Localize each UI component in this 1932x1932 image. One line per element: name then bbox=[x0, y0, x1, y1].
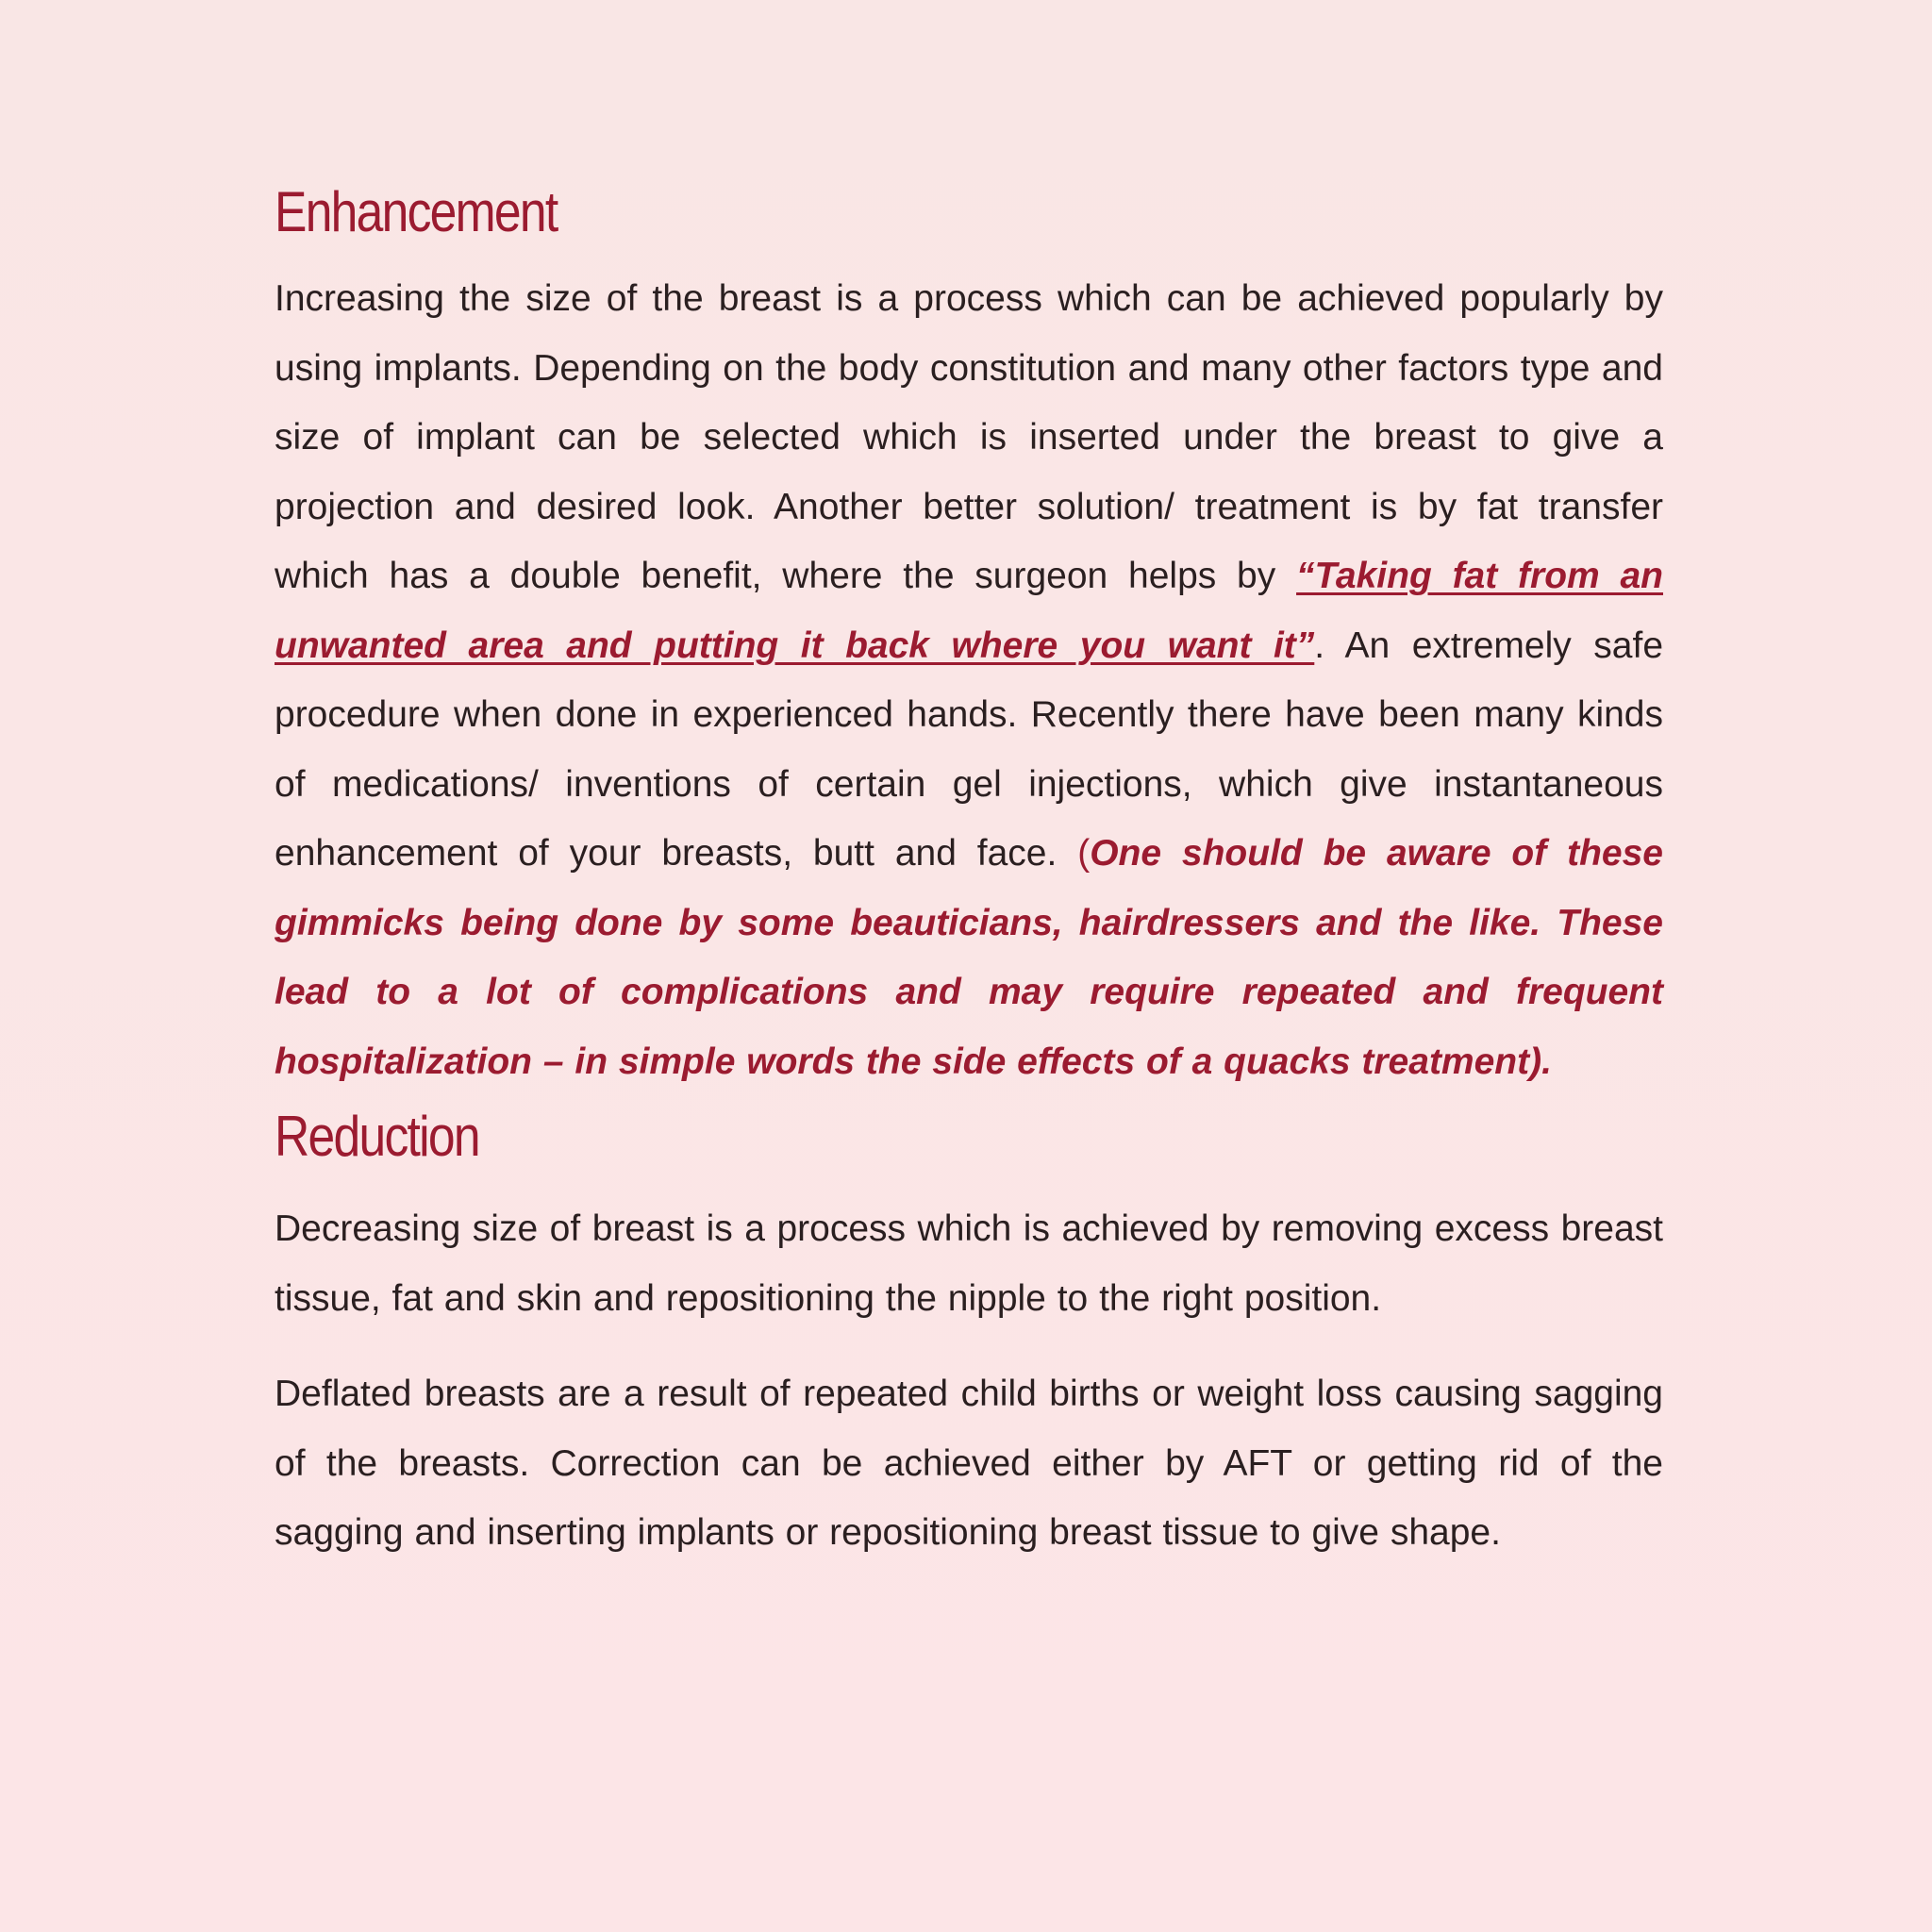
enhancement-heading: Enhancement bbox=[275, 180, 558, 243]
reduction-paragraph-2: Deflated breasts are a result of repeated child births or weight loss causing sagging of the breasts. Correction can be achieved either by AFT or getting rid of the sagging and inserting implants or repositioning breast tissue to give shape. bbox=[275, 1374, 1663, 1553]
reduction-heading: Reduction bbox=[275, 1105, 479, 1168]
enhancement-text-part2: . An extremely safe procedure when done in experienced hands. Recently there have been many kinds of medications/ inventions of certain gel injections, which give instantaneous enhancement of your breasts, butt and face. bbox=[275, 625, 1664, 874]
fat-transfer-quote: “Taking fat from an unwanted area and putting it back where you want it” bbox=[275, 556, 1663, 666]
enhancement-text-part1: Increasing the size of the breast is a process which can be achieved popularly by using implants. Depending on the body constitution and many other factors type and size of implant can be selected which is inserted under the breast to give a projection and desired look. Another better solution/ treatment is by fat transfer which has a double benefit, where the surgeon helps by bbox=[275, 278, 1663, 596]
content-column bbox=[275, 175, 1663, 1568]
warning-open-paren: ( bbox=[1077, 833, 1091, 874]
enhancement-paragraph bbox=[275, 264, 1663, 1096]
quack-warning-text: One should be aware of these gimmicks being done by some beauticians, hairdressers and the like. These lead to a lot of complications and may require repeated and frequent hospitalization – in simple words the side effects of a quacks treatment). bbox=[275, 833, 1663, 1082]
reduction-paragraph-1: Decreasing size of breast is a process which is achieved by removing excess breast tissue, fat and skin and repositioning the nipple to the right position. bbox=[275, 1208, 1663, 1319]
